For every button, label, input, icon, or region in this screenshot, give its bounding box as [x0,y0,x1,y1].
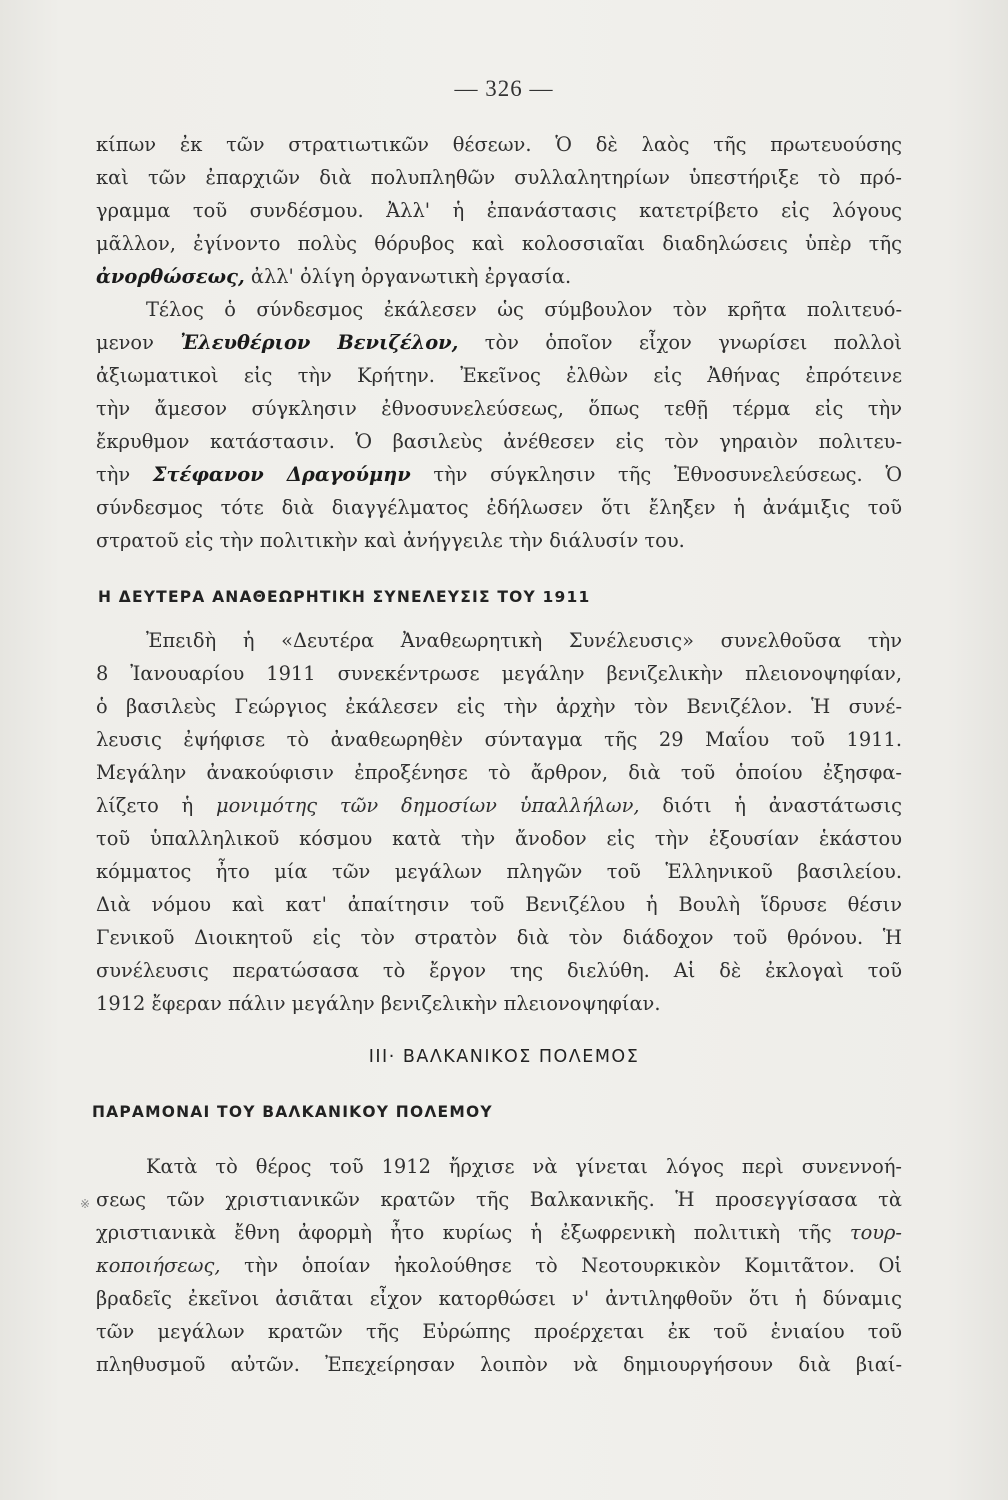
text-line [96,1216,902,1249]
text-line: 8 Ἰανουαρίου 1911 συνεκέντρωσε μεγάλην βενιζελικὴν πλειονοψηφίαν, [96,662,902,685]
text-line: σεως τῶν χριστιανικῶν κρατῶν τῆς Βαλκανικῆς. Ἡ προσεγγίσασα τὰ [96,1188,902,1211]
text-line: 1912 ἔφεραν πάλιν μεγάλην βενιζελικὴν πλειονοψηφίαν. [96,992,661,1015]
text-line [96,789,902,822]
venizelos-paragraph [96,293,902,557]
text-line: στρατοῦ εἰς τὴν πολιτικὴν καὶ ἀνήγγειλε τὴν διάλυσίν του. [96,529,685,552]
text-line: κόμματος ἦτο μία τῶν μεγάλων πληγῶν τοῦ Ἑλληνικοῦ βασιλείου. [96,860,902,883]
page-number: — 326 — [454,76,554,101]
section-heading: Η ΔΕΥΤΕΡΑ ΑΝΑΘΕΩΡΗΤΙΚΗ ΣΥΝΕΛΕΥΣΙΣ ΤΟΥ 1911 [98,588,591,606]
emphasis-text: τουρ- [849,1221,902,1244]
text-segment: τὴν σύγκλησιν τῆς Ἐθνοσυνελεύσεως. Ὁ [410,463,902,486]
name-venizelos: Ἐλευθέριον Βενιζέλον, [180,331,459,354]
text-segment: τὸν ὁποῖον εἶχον γνωρίσει πολλοὶ [458,331,902,354]
text-line: Μεγάλην ἀνακούφισιν ἐπροξένησε τὸ ἄρθρον, διὰ τοῦ ὁποίου ἐξησφα- [96,761,902,784]
paragraph [96,128,902,293]
text-segment: τὴν ὁποίαν ἠκολούθησε τὸ Νεοτουρκικὸν Κομιτᾶτον. Οἱ [220,1254,902,1277]
text-line: λευσις ἐψήφισε τὸ ἀναθεωρηθὲν σύνταγμα τῆς 29 Μαΐου τοῦ 1911. [96,728,902,751]
text-line: βραδεῖς ἐκεῖνοι ἀσιᾶται εἶχον κατορθώσει ν' ἀντιληφθοῦν ὅτι ἡ δύναμις [96,1287,902,1310]
text-line [96,458,902,491]
text-line: πληθυσμοῦ αὐτῶν. Ἐπεχείρησαν λοιπὸν νὰ δημιουργήσουν διὰ βιαί- [96,1353,902,1376]
chapter-heading: ΙΙΙ· ΒΑΛΚΑΝΙΚΟΣ ΠΟΛΕΜΟΣ [368,1047,640,1067]
text-segment: λίζετο ἡ [96,794,216,817]
margin-mark: ※ [80,1197,91,1211]
text-line: μᾶλλον, ἐγίνοντο πολὺς θόρυβος καὶ κολοσσιαῖαι διαδηλώσεις ὑπὲρ τῆς [96,232,902,255]
assembly-paragraph [96,624,902,1020]
paragraph [96,293,902,557]
paragraph [96,624,902,1020]
text-line [96,326,902,359]
text-line: Κατὰ τὸ θέρος τοῦ 1912 ἤρχισε νὰ γίνεται λόγος περὶ συνεννοή- [146,1155,902,1178]
text-line: κίπων ἐκ τῶν στρατιωτικῶν θέσεων. Ὁ δὲ λαὸς τῆς πρωτευούσης [96,133,902,156]
name-dragoumis: Στέφανον Δραγούμην [152,463,411,486]
emphasis-text: μονιμότης τῶν δημοσίων ὑπαλλήλων, [215,794,640,817]
emphasis-text: ἀνορθώσεως, [96,265,245,288]
text-line: Γενικοῦ Διοικητοῦ εἰς τὸν στρατὸν διὰ τὸν διάδοχον τοῦ θρόνου. Ἡ [96,926,902,949]
text-line: τῶν μεγάλων κρατῶν τῆς Εὐρώπης προέρχεται ἐκ τοῦ ἑνιαίου τοῦ [96,1320,902,1343]
text-segment: διότι ἡ ἀναστάτωσις [639,794,902,817]
text-line: γραμμα τοῦ συνδέσμου. Ἀλλ' ἡ ἐπανάστασις κατετρίβετο εἰς λόγους [96,199,902,222]
text-line: συνέλευσις περατώσασα τὸ ἔργον της διελύθη. Αἱ δὲ ἐκλογαὶ τοῦ [96,959,902,982]
text-segment: ἀλλ' ὀλίγη ὀργανωτικὴ ἐργασία. [244,265,572,288]
text-segment: μενον [96,331,181,354]
text-line: καὶ τῶν ἐπαρχιῶν διὰ πολυπληθῶν συλλαλητηρίων ὑπεστήριξε τὸ πρό- [96,166,902,189]
text-line [96,260,902,293]
text-line: ὁ βασιλεὺς Γεώργιος ἐκάλεσεν εἰς τὴν ἀρχὴν τὸν Βενιζέλον. Ἡ συνέ- [96,695,902,718]
text-segment: χριστιανικὰ ἔθνη ἀφορμὴ ἦτο κυρίως ἡ ἐξωφρενικὴ πολιτικὴ τῆς [96,1221,850,1244]
text-line: ἔκρυθμον κατάστασιν. Ὁ βασιλεὺς ἀνέθεσεν εἰς τὸν γηραιὸν πολιτευ- [96,430,902,453]
intro-paragraph [96,128,902,293]
text-line: τὴν ἄμεσον σύγκλησιν ἐθνοσυνελεύσεως, ὅπως τεθῇ τέρμα εἰς τὴν [96,397,902,420]
text-line [96,1249,902,1282]
text-line: Ἐπειδὴ ἡ «Δευτέρα Ἀναθεωρητικὴ Συνέλευσις» συνελθοῦσα τὴν [146,629,902,652]
paragraph [96,1150,902,1381]
text-line: Τέλος ὁ σύνδεσμος ἐκάλεσεν ὡς σύμβουλον τὸν κρῆτα πολιτευό- [146,298,902,321]
balkan-paragraph [96,1150,902,1381]
emphasis-text: κοποιήσεως, [96,1254,221,1277]
text-line: τοῦ ὑπαλληλικοῦ κόσμου κατὰ τὴν ἄνοδον εἰς τὴν ἐξουσίαν ἑκάστου [96,827,902,850]
text-line: ἀξιωματικοὶ εἰς τὴν Κρήτην. Ἐκεῖνος ἐλθὼν εἰς Ἀθήνας ἐπρότεινε [96,364,902,387]
section-heading: ΠΑΡΑΜΟΝΑΙ ΤΟΥ ΒΑΛΚΑΝΙΚΟΥ ΠΟΛΕΜΟΥ [92,1103,493,1121]
text-line: σύνδεσμος τότε διὰ διαγγέλματος ἐδήλωσεν ὅτι ἔληξεν ἡ ἀνάμιξις τοῦ [96,496,902,519]
text-line: Διὰ νόμου καὶ κατ' ἀπαίτησιν τοῦ Βενιζέλου ἡ Βουλὴ ἵδρυσε θέσιν [96,893,902,916]
text-segment: τὴν [96,463,153,486]
